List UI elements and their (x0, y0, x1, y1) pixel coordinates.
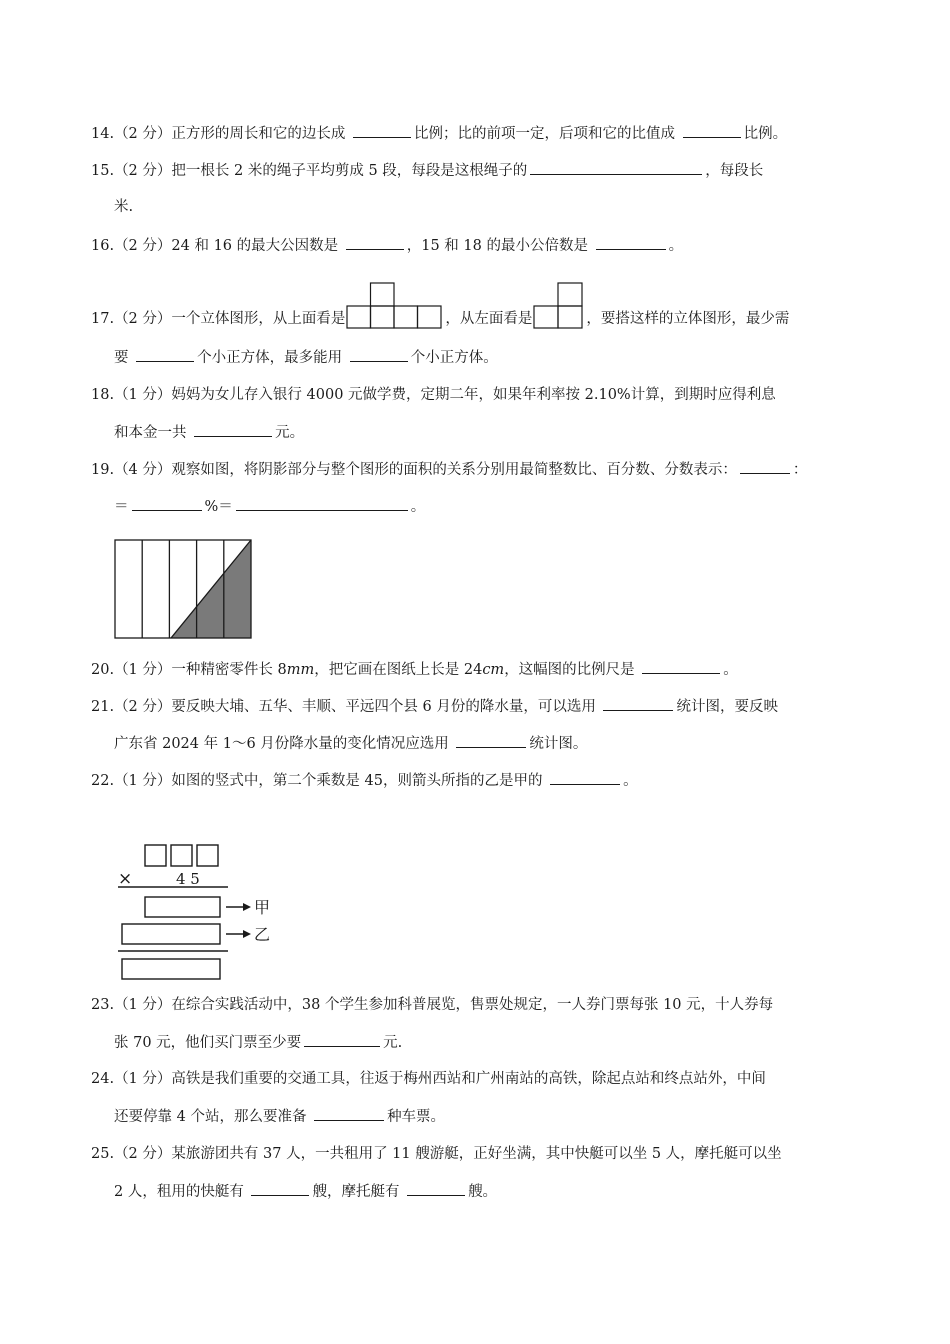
question-21-line2: 广东省 2024 年 1～6 月份降水量的变化情况应选用 统计图。 (114, 733, 587, 754)
answer-blank[interactable] (346, 235, 404, 250)
question-21: 21.（2 分）要反映大埔、五华、丰顺、平远四个县 6 月份的降水量，可以选用 统计图，要反映 (91, 696, 778, 717)
question-22: 22.（1 分）如图的竖式中，第二个乘数是 45，则箭头所指的乙是甲的 。 (91, 770, 638, 791)
question-15: 15.（2 分）把一根长 2 米的绳子平均剪成 5 段，每段是这根绳子的 ，每段长 (91, 160, 763, 181)
partial-product-yi (122, 924, 220, 944)
question-16: 16.（2 分）24 和 16 的最大公因数是 ，15 和 18 的最小公倍数是 。 (91, 235, 683, 256)
answer-blank[interactable] (407, 1181, 465, 1196)
question-24-line2: 还要停靠 4 个站，那么要准备 种车票。 (114, 1106, 445, 1127)
digit-box (171, 845, 192, 866)
label-yi: 乙 (254, 925, 271, 944)
shaded-rectangle-figure (114, 538, 254, 644)
question-14: 14.（2 分）正方形的周长和它的边长成 比例；比的前项一定，后项和它的比值成 比例。 (91, 123, 787, 144)
arrow-yi (243, 930, 251, 938)
answer-blank[interactable] (550, 770, 620, 785)
answer-blank[interactable] (350, 347, 408, 362)
answer-blank[interactable] (603, 696, 673, 711)
question-18: 18.（1 分）妈妈为女儿存入银行 4000 元做学费，定期二年，如果年利率按 2.10%计算，到期时应得利息 (91, 387, 776, 403)
digit-box (145, 845, 166, 866)
question-19: 19.（4 分）观察如图，将阴影部分与整个图形的面积的关系分别用最简整数比、百分数、分数表示： ： (91, 459, 807, 480)
left-view-figure (533, 314, 585, 326)
question-17: 17.（2 分）一个立体图形，从上面看是 ，从左面看是 ，要搭这样的立体图形，最少需 (91, 309, 789, 329)
question-25-line2: 2 人，租用的快艇有 艘，摩托艇有 艘。 (114, 1181, 497, 1202)
question-25: 25.（2 分）某旅游团共有 37 人，一共租用了 11 艘游艇，正好坐满，其中快艇可以坐 5 人，摩托艇可以坐 (91, 1146, 782, 1162)
label-jia: 甲 (254, 898, 271, 917)
answer-blank[interactable] (132, 496, 202, 511)
multiplier-digits: 4 5 (176, 870, 200, 888)
vertical-multiplication-figure (112, 840, 282, 986)
question-23-line2: 张 70 元，他们买门票至少要 元. (114, 1032, 402, 1053)
times-sign: × (118, 869, 133, 889)
answer-blank[interactable] (456, 733, 526, 748)
question-17-line2: 要 个小正方体，最多能用 个小正方体。 (114, 347, 498, 368)
question-19-line2: ＝ %＝ 。 (114, 496, 425, 517)
top-view-figure (346, 314, 444, 326)
answer-blank[interactable] (353, 123, 411, 138)
answer-blank[interactable] (530, 160, 702, 175)
answer-blank[interactable] (194, 422, 272, 437)
answer-blank[interactable] (596, 235, 666, 250)
question-24: 24.（1 分）高铁是我们重要的交通工具，往返于梅州西站和广州南站的高铁，除起点站和终点站外，中间 (91, 1071, 766, 1087)
question-23: 23.（1 分）在综合实践活动中，38 个学生参加科普展览，售票处规定，一人券门票每张 10 元，十人券每 (91, 997, 774, 1013)
digit-box (197, 845, 218, 866)
answer-blank[interactable] (642, 659, 720, 674)
question-20: 20.（1 分）一种精密零件长 8mm，把它画在图纸上长是 24cm，这幅图的比例尺是 。 (91, 659, 738, 680)
answer-blank[interactable] (251, 1181, 309, 1196)
final-product (122, 959, 220, 979)
answer-blank[interactable] (304, 1032, 380, 1047)
question-18-line2: 和本金一共 元。 (114, 422, 304, 443)
answer-blank[interactable] (314, 1106, 384, 1121)
arrow-jia (243, 903, 251, 911)
answer-blank[interactable] (136, 347, 194, 362)
question-15-line2: 米. (114, 199, 134, 215)
partial-product-jia (145, 897, 220, 917)
answer-blank[interactable] (683, 123, 741, 138)
answer-blank[interactable] (236, 496, 408, 511)
answer-blank[interactable] (740, 459, 790, 474)
